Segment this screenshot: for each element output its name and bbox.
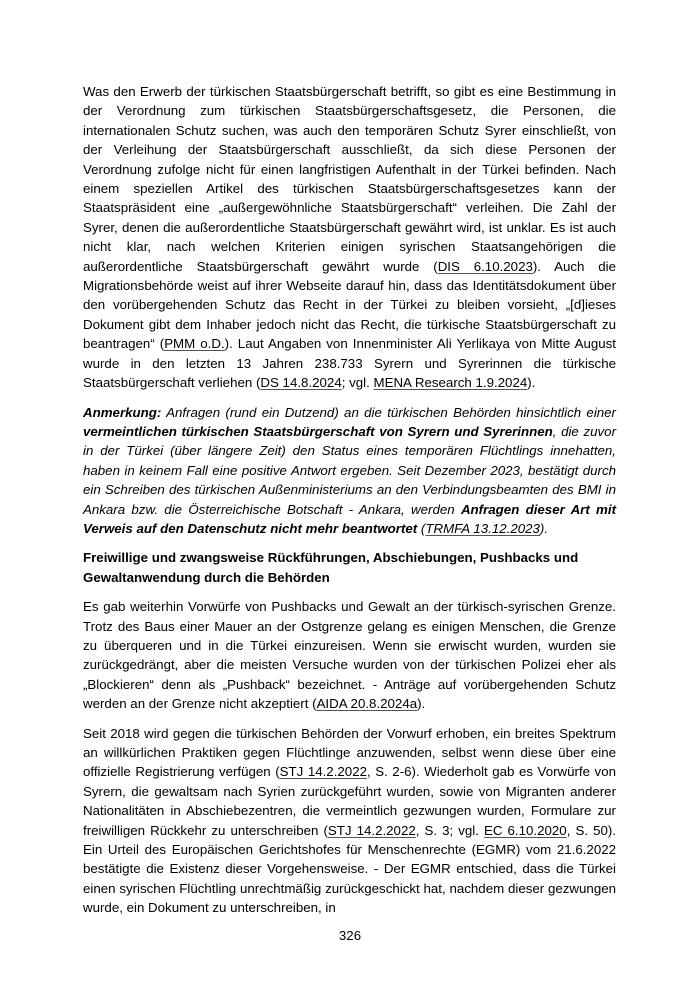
citation-link-trmfa[interactable]: TRMFA 13.12.2023 (425, 520, 540, 536)
section-heading: Freiwillige und zwangsweise Rückführungen, Abschiebungen, Pushbacks und Gewaltanwendung durch die Behörden (83, 550, 579, 585)
page-number: 326 (338, 928, 362, 943)
text: ). (539, 520, 549, 536)
paragraph-citizenship (83, 82, 616, 393)
text: ). (527, 375, 536, 391)
text: , die zuvor in der Türkei (über längere Zeit) den Status eines temporären Flüchtlings innehatten, haben in keinem Fall eine positive Antwort ergeben. Seit Dezember 2023, bestätigt durch ein Schreiben des türkischen Außenministeriums an den Verbindungsbeamten des BMI in Ankara bzw. die Österreichische Botschaft - Ankara, werden (83, 423, 616, 517)
paragraph-pushbacks (83, 597, 616, 713)
text: ( (417, 520, 426, 536)
text: ). Laut Angaben von Innenminister Ali Yerlikaya von Mitte August wurde in den letzten 13 Jahren 238.733 Syrern und Syrerinnen die türkische Staatsbürgerschaft verliehen ( (83, 336, 616, 391)
text: , S. 3; vgl. (415, 822, 485, 838)
note-label: Anmerkung: (83, 404, 162, 420)
text: Was den Erwerb der türkischen Staatsbürgerschaft betrifft, so gibt es eine Bestimmung in der Verordnung zum türkischen Staatsbürgerschaftsgesetz, die Personen, die internationalen Schutz suchen, was auch den temporären Schutz Syrer einschließt, von der Verleihung der Staatsbürgerschaft ausschließt, da sich diese Personen der Verordnung zufolge nicht für einen langfristigen Aufenthalt in der Türkei befinden. Nach einem speziellen Artikel des türkischen Staatsbürgerschaftsgesetzes kann der Staatspräsident eine „außergewöhnliche Staatsbürgerschaft“ verleihen. Die Zahl der Syrer, denen die außerordentliche Staatsbürgerschaft gewährt wird, ist unklar. Es ist auch nicht klar, nach welchen Kriterien einigen syrischen Staatsangehörigen die außerordentliche Staatsbürgerschaft gewährt wurde ( (83, 84, 616, 274)
note-paragraph (83, 403, 616, 539)
text: , S. 2-6). Wiederholt gab es Vorwürfe von Syrern, die gewaltsam nach Syrien zurückgeführt wurden, sowie von Migranten anderer Nationalitäten in Abschiebezentren, die vermeintlich gezwungen wurden, Formulare zur freiwilligen Rückkehr zu unterschreiben ( (83, 764, 616, 838)
citation-link-mena[interactable]: MENA Research 1.9.2024 (373, 375, 528, 391)
citation-link-ds[interactable]: DS 14.8.2024 (260, 375, 342, 391)
text: Seit 2018 wird gegen die türkischen Behörden der Vorwurf erhoben, ein breites Spektrum an willkürlichen Praktiken gegen Flüchtlinge anzuwenden, selbst wenn diese über eine offizielle Registrierung verfügen ( (83, 725, 616, 780)
text: Es gab weiterhin Vorwürfe von Pushbacks und Gewalt an der türkisch-syrischen Grenze. Trotz des Baus einer Mauer an der Ostgrenze gelang es einigen Menschen, die Grenze zu überqueren und in die Türkei einzureisen. Wenn sie erwischt wurden, wurden sie zurückgedrängt, aber die meisten Versuche wurden von der türkischen Polizei eher als „Blockieren“ denn als „Pushback“ bezeichnet. - Anträge auf vorübergehenden Schutz werden an der Grenze nicht akzeptiert ( (83, 599, 616, 712)
citation-link-aida[interactable]: AIDA 20.8.2024a (316, 696, 418, 712)
document-page (83, 82, 616, 928)
text: Anfragen (rund ein Dutzend) an die türkischen Behörden hinsichtlich einer (161, 404, 616, 420)
citation-link-stj[interactable]: STJ 14.2.2022 (327, 822, 416, 838)
text: ; vgl. (341, 375, 374, 391)
text: ). Auch die Migrationsbehörde weist auf ihrer Webseite darauf hin, dass das Identitätsdokument über den vorübergehenden Schutz das Recht in der Türkei zu bleiben vorsieht, „[d]ieses Dokument gibt dem Inhaber jedoch nicht das Recht, die türkische Staatsbürgerschaft zu beantragen“ ( (83, 258, 616, 352)
paragraph-arbitrary-practices (83, 724, 616, 918)
text: ). (417, 696, 426, 712)
citation-link-stj[interactable]: STJ 14.2.2022 (279, 764, 367, 780)
text: , S. 50). Ein Urteil des Europäischen Gerichtshofes für Menschenrechte (EGMR) vom 21.6.2022 bestätigte die Existenz dieser Vorgehensweise. - Der EGMR entschied, dass die Türkei einen syrischen Flüchtling unrechtmäßig zurückgeschickt hat, nachdem dieser gezwungen wurde, ein Dokument zu unterschreiben, in (83, 822, 616, 916)
bold-text: Anfragen dieser Art mit Verweis auf den Datenschutz nicht mehr beantwortet (83, 501, 617, 536)
bold-text: vermeintlichen türkischen Staatsbürgerschaft von Syrern und Syrerinnen (83, 423, 553, 439)
citation-link-dis[interactable]: DIS 6.10.2023 (437, 258, 533, 274)
citation-link-ec[interactable]: EC 6.10.2020 (484, 822, 567, 838)
citation-link-pmm[interactable]: PMM o.D. (164, 336, 225, 352)
